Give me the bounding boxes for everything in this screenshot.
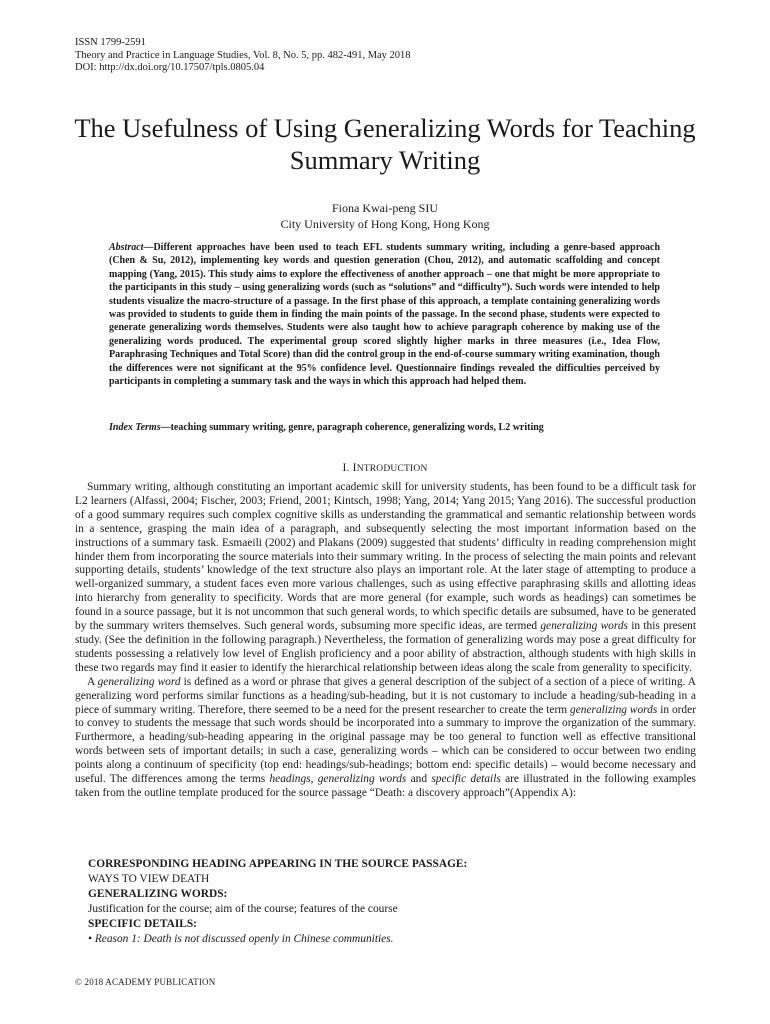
- paragraph-2-part-a: A: [87, 675, 98, 688]
- journal-citation-line: Theory and Practice in Language Studies, Vol. 8, No. 5, pp. 482-491, May 2018: [75, 49, 411, 61]
- paragraph-1-text: Summary writing, although constituting an important academic skill for university students, has been found to be a difficult task for L2 learners (Alfassi, 2004; Fischer, 2003; Friend, 2001; Kintsch, 1998; Yang, 2014; Yang 2015; Yang 2016). The successful production of a good summary requires such complex cognitive skills as understanding the grammatical and semantic relationship between words in a sentence, grasping the main idea of a paragraph, and subsequently selecting the most important information based on the instructions of a summary task. Esmaeili (2002) and Plakans (2009) suggested that students’ difficulty in reading comprehension might hinder them from incorporating the source materials into their summary writing. In the process of selecting the main points and relevant supporting details, students’ knowledge of the text structure also plays an important role. At the later stage of attempting to produce a well-organized summary, a student faces even more various challenges, such as using effective paraphrasing skills and allotting ideas into hierarchy from generality to specificity. Words that are more general (for example, such words as headings) can sometimes be found in a source passage, but it is not uncommon that such general words, to which specific details are subsumed, have to be generated by the summary writers themselves. Such general words, subsuming more specific ideas, are termed: [75, 481, 696, 633]
- abstract: [109, 241, 660, 388]
- term-generalizing-words: generalizing words: [540, 620, 628, 633]
- index-terms: [109, 421, 660, 434]
- author-name: Fiona Kwai-peng SIU: [332, 201, 438, 215]
- example-specific-value: • Reason 1: Death is not discussed openly in Chinese communities.: [88, 933, 394, 945]
- example-heading-value: WAYS TO VIEW DEATH: [88, 873, 210, 885]
- index-terms-dash: —: [160, 422, 171, 433]
- abstract-dash: —: [143, 242, 154, 253]
- abstract-label: Abstract: [109, 242, 144, 253]
- term-specific-details: specific details: [431, 773, 501, 786]
- body-text: [75, 481, 696, 801]
- index-terms-text: teaching summary writing, genre, paragraph coherence, generalizing words, L2 writing: [170, 422, 544, 433]
- paragraph-2-part-b: is defined as a word or phrase that gives a general description of the subject of a section of a piece of writing. A generalizing word performs similar functions as a heading/sub-heading, but it is not customary to include a heading/sub-heading in a piece of summary writing. Therefore, there seemed to be a need for the present researcher to create the term: [75, 675, 696, 716]
- author-affiliation: City University of Hong Kong, Hong Kong: [280, 217, 490, 231]
- paragraph-2-part-f: are illustrated in the following examples taken from the outline template produced for the source passage “Death: a discovery approach”(Appendix A):: [75, 773, 696, 799]
- journal-header: [75, 37, 411, 75]
- doi-line: DOI: http://dx.doi.org/10.17507/tpls.0805.04: [75, 62, 265, 73]
- issn-line: ISSN 1799-2591: [75, 37, 146, 48]
- paragraph-2-part-e: and: [406, 773, 432, 786]
- term-generalizing-words: generalizing words: [317, 773, 407, 786]
- paragraph-1-end: in this present study. (See the definition in the following paragraph.) Nevertheless, the formation of generalizing words may pose a great difficulty for students possessing a relatively low level of English proficiency and a poor ability of abstraction, although students with high skills in these two regards may find it easier to identify the hierarchical relationship between ideas along the scale from generality to specificity.: [75, 620, 696, 674]
- paragraph-1: [75, 481, 696, 676]
- abstract-text: Different approaches have been used to teach EFL students summary writing, including a genre-based approach (Chen & Su, 2012), implementing key words and question generation (Chou, 2012), and automatic scaffolding and concept mapping (Yang, 2015). This study aims to explore the effectiveness of another approach – one that might be more appropriate to the participants in this study – using generalizing words (such as “solutions” and “difficulty”). Such words were intended to help students visualize the macro-structure of a passage. In the first phase of this approach, a template containing generalizing words was provided to students to guide them in finding the main points of the passage. In the second phase, students were expected to generate generalizing words themselves. Students were also taught how to achieve paragraph coherence by making use of the generalizing words produced. The experimental group scored slightly higher marks in three measures (i.e., Idea Flow, Paraphrasing Techniques and Total Score) than did the control group in the end-of-course summary writing examination, though the differences were not significant at the 95% confidence level. Questionnaire findings revealed the difficulties perceived by participants in completing a summary task and the ways in which this approach had helped them.: [109, 242, 660, 388]
- example-generalizing-label: GENERALIZING WORDS:: [88, 888, 228, 900]
- index-terms-label: Index Terms: [109, 422, 161, 433]
- paragraph-2-part-c: in order to convey to students the message that such words should be incorporated into a summary to improve the organization of the summary. Furthermore, a heading/sub-heading appearing in the original passage may be too general to function well as effective transitional words between sets of important details; in such a case, generalizing words – which can be considered to occur between two ending points along a continuum of specificity (top end: headings/sub-headings; bottom end: specific details) – would become necessary and useful. The differences among the terms: [75, 703, 696, 786]
- paragraph-2-part-d: ,: [310, 773, 318, 786]
- example-heading-label: CORRESPONDING HEADING APPEARING IN THE SOURCE PASSAGE:: [88, 858, 468, 870]
- outline-examples: [88, 857, 467, 947]
- example-specific-label: SPECIFIC DETAILS:: [88, 918, 197, 930]
- section-heading-introduction: [0, 461, 770, 476]
- term-generalizing-word: generalizing word: [97, 675, 181, 688]
- section-number: I.: [342, 462, 353, 474]
- paper-title: The Usefulness of Using Generalizing Words for Teaching Summary Writing: [74, 113, 696, 175]
- term-headings: headings: [269, 773, 311, 786]
- term-generalizing-words: generalizing words: [570, 703, 658, 716]
- section-title-rest: NTRODUCTION: [356, 464, 428, 474]
- paragraph-2: [75, 676, 696, 801]
- page-footer: © 2018 ACADEMY PUBLICATION: [75, 977, 216, 987]
- section-first-letter: I: [352, 462, 357, 474]
- example-generalizing-value: Justification for the course; aim of the course; features of the course: [88, 903, 398, 915]
